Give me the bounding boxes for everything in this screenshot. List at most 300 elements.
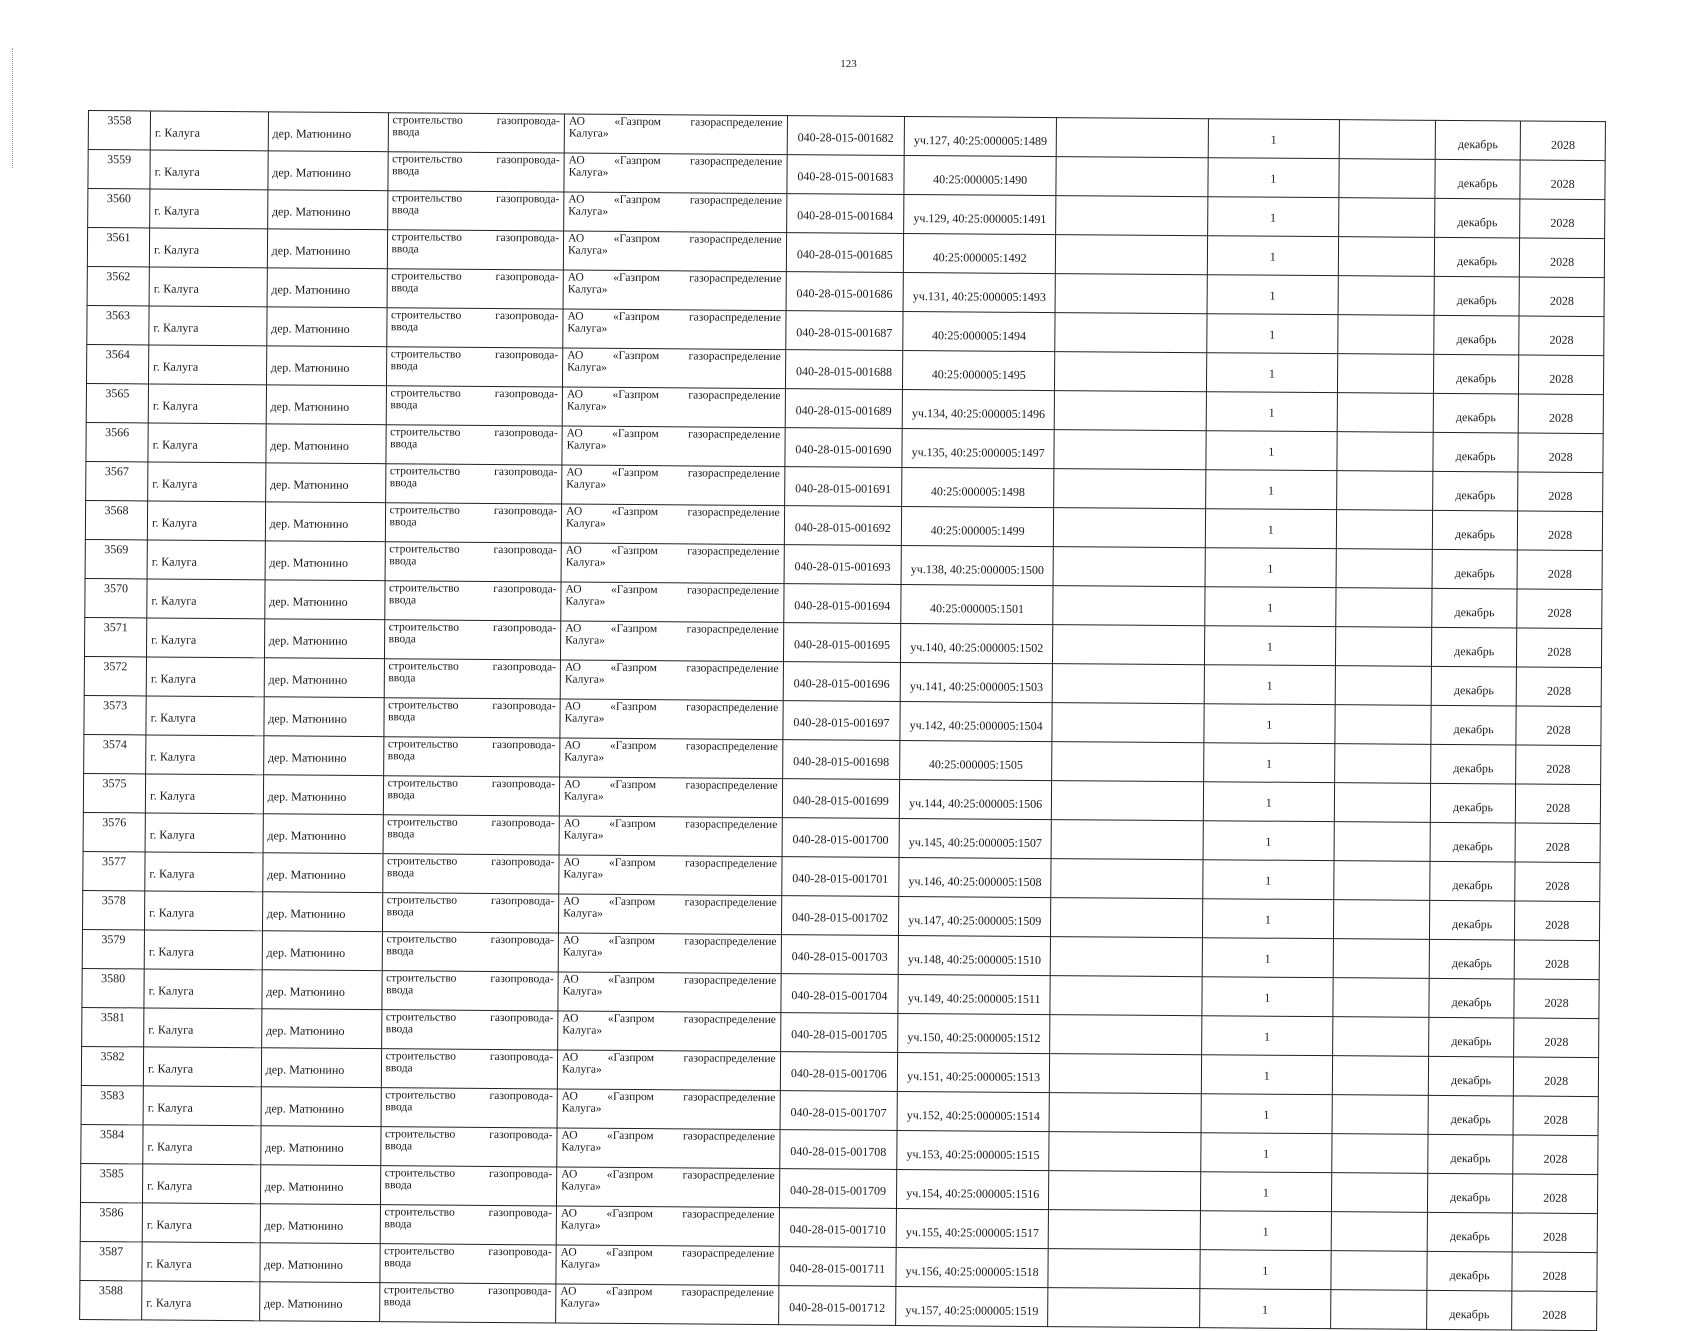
year-cell: 2028 [1513,1096,1598,1136]
organization-word: «Газпром [614,115,662,129]
work-type-cell [385,503,562,543]
application-code-cell: 040-28-015-001689 [785,389,903,429]
village-cell: дер. Матюнино [266,307,386,347]
work-type-word: строительство [387,777,458,790]
work-type-word: газопровода- [490,1011,554,1025]
year-cell: 2028 [1512,1252,1597,1292]
empty-cell [1048,1249,1200,1289]
row-number: 3586 [80,1202,142,1241]
organization-line-2: Калуга» [561,1063,602,1076]
empty-cell [1337,354,1434,394]
quantity-cell: 1 [1203,821,1334,861]
row-number: 3579 [82,929,144,968]
quantity-cell: 1 [1202,938,1333,978]
organization-word: «Газпром [609,778,657,792]
work-type-cell [381,1049,558,1089]
city-cell: г. Калуга [144,1008,262,1048]
work-type-word: строительство [386,894,458,907]
empty-cell [1332,1017,1429,1057]
year-cell: 2028 [1514,1018,1599,1058]
work-type-line-2: ввода [390,399,418,412]
organization-cell [563,270,786,311]
work-type-line-2: ввода [385,1023,414,1036]
month-cell: декабрь [1429,939,1515,979]
quantity-cell: 1 [1203,782,1334,822]
gas-pipeline-table [79,110,1606,1331]
quantity-cell: 1 [1201,1133,1332,1173]
organization-cell [563,348,786,389]
year-cell: 2028 [1520,160,1605,200]
organization-line-2: Калуга» [565,556,606,569]
year-cell: 2028 [1518,472,1603,512]
city-cell: г. Калуга [148,423,266,463]
organization-word: АО [567,271,584,284]
village-cell: дер. Матюнино [260,1126,380,1166]
organization-word: АО [564,739,581,752]
organization-word: газораспределение [686,623,779,637]
organization-word: АО [564,778,581,791]
organization-word: АО [561,1090,578,1103]
work-type-word: строительство [387,738,459,751]
application-code-cell: 040-28-015-001703 [781,935,899,975]
empty-cell [1049,1171,1201,1211]
work-type-cell [383,776,560,816]
year-cell: 2028 [1515,901,1600,941]
application-code-cell: 040-28-015-001711 [778,1247,896,1287]
work-type-line-2: ввода [384,1140,413,1153]
village-cell: дер. Матюнино [260,1204,380,1244]
cadastral-parcel-cell: уч.134, 40:25:000005:1496 [902,389,1054,429]
work-type-line-2: ввода [384,1179,412,1192]
organization-word: «Газпром [608,934,655,948]
quantity-cell: 1 [1206,470,1337,510]
city-cell: г. Калуга [147,540,265,580]
work-type-line-2: ввода [388,672,416,685]
application-code-cell: 040-28-015-001685 [786,233,904,273]
empty-cell [1056,196,1208,236]
work-type-line-2: ввода [388,594,417,607]
organization-cell [562,426,785,467]
city-cell: г. Калуга [142,1203,260,1243]
empty-cell [1338,198,1435,238]
row-number: 3567 [86,461,148,500]
work-type-line-2: ввода [389,555,417,568]
empty-cell [1054,469,1206,509]
empty-cell [1056,118,1208,158]
organization-word: «Газпром [610,700,657,714]
organization-word: «Газпром [612,349,660,363]
organization-cell [558,1011,781,1052]
row-number: 3559 [88,150,150,189]
empty-cell [1336,510,1433,550]
organization-word: газораспределение [689,272,782,286]
work-type-word: газопровода- [488,1206,553,1220]
quantity-cell: 1 [1205,548,1336,588]
organization-word: газораспределение [689,233,782,247]
year-cell: 2028 [1516,745,1601,785]
organization-cell [562,465,785,506]
month-cell: декабрь [1431,666,1517,706]
cadastral-parcel-cell: уч.135, 40:25:000005:1497 [902,428,1054,468]
quantity-cell: 1 [1200,1250,1331,1290]
empty-cell [1331,1173,1428,1213]
cadastral-parcel-cell: уч.155, 40:25:000005:1517 [896,1208,1048,1248]
month-cell: декабрь [1428,1056,1514,1096]
city-cell: г. Калуга [143,1047,261,1087]
year-cell: 2028 [1513,1213,1598,1253]
application-code-cell: 040-28-015-001698 [782,740,900,780]
row-number: 3583 [81,1085,143,1124]
organization-word: АО [568,154,585,167]
organization-word: газораспределение [681,1286,774,1300]
work-type-line-2: ввода [384,1218,412,1231]
organization-word: АО [565,544,582,557]
row-number: 3558 [88,111,150,150]
organization-line-2: Калуга» [560,1297,601,1310]
application-code-cell: 040-28-015-001709 [779,1169,897,1209]
city-cell: г. Калуга [144,930,262,970]
cadastral-parcel-cell: 40:25:000005:1494 [903,311,1055,351]
month-cell: декабрь [1432,588,1518,628]
month-cell: декабрь [1430,861,1516,901]
quantity-cell: 1 [1203,899,1334,939]
month-cell: декабрь [1432,510,1518,550]
work-type-word: строительство [388,582,460,595]
empty-cell [1332,1095,1429,1135]
month-cell: декабрь [1428,1095,1514,1135]
organization-word: «Газпром [610,661,657,675]
work-type-cell [385,425,562,465]
city-cell: г. Калуга [142,1242,260,1282]
row-number: 3581 [82,1007,144,1046]
organization-word: газораспределение [683,1091,776,1105]
empty-cell [1049,1093,1201,1133]
city-cell: г. Калуга [149,306,267,346]
work-type-cell [382,854,559,894]
year-cell: 2028 [1518,433,1603,473]
month-cell: декабрь [1430,822,1516,862]
organization-word: АО [564,661,582,674]
work-type-cell [386,386,563,426]
application-code-cell: 040-28-015-001695 [783,623,901,663]
organization-word: «Газпром [611,466,659,480]
quantity-cell: 1 [1200,1211,1331,1251]
organization-word: газораспределение [688,350,781,364]
organization-word: АО [560,1207,578,1220]
quantity-cell: 1 [1201,1055,1332,1095]
organization-word: газораспределение [688,389,781,403]
year-cell: 2028 [1516,784,1601,824]
month-cell: декабрь [1427,1251,1513,1291]
work-type-word: строительство [391,192,463,205]
work-type-word: строительство [389,504,460,517]
application-code-cell: 040-28-015-001691 [784,467,902,507]
city-cell: г. Калуга [146,657,264,697]
application-code-cell: 040-28-015-001694 [783,584,901,624]
work-type-word: строительство [386,855,458,868]
year-cell: 2028 [1516,706,1601,746]
organization-line-2: Калуга» [560,1219,601,1232]
work-type-line-2: ввода [392,165,420,178]
village-cell: дер. Матюнино [259,1282,379,1322]
empty-cell [1334,705,1431,745]
cadastral-parcel-cell: уч.146, 40:25:000005:1508 [899,857,1051,897]
cadastral-parcel-cell: 40:25:000005:1495 [903,350,1055,390]
empty-cell [1053,586,1205,626]
work-type-word: строительство [384,1245,455,1258]
cadastral-parcel-cell: 40:25:000005:1492 [904,233,1056,273]
organization-line-2: Калуга» [562,1024,603,1037]
work-type-cell [382,893,559,933]
work-type-cell [380,1205,557,1245]
work-type-word: газопровода- [489,1128,553,1142]
empty-cell [1335,666,1432,706]
month-cell: декабрь [1433,432,1519,472]
work-type-line-2: ввода [391,204,420,217]
village-cell: дер. Матюнино [267,229,387,269]
row-number: 3570 [85,578,147,617]
organization-cell [564,153,787,194]
quantity-cell: 1 [1200,1289,1331,1329]
empty-cell [1337,315,1434,355]
month-cell: декабрь [1427,1212,1513,1252]
organization-word: «Газпром [609,739,657,753]
organization-cell [559,777,782,818]
organization-word: газораспределение [683,1052,776,1066]
organization-word: АО [562,1012,579,1025]
month-cell: декабрь [1429,900,1515,940]
work-type-cell [381,1010,558,1050]
month-cell: декабрь [1434,276,1520,316]
month-cell: декабрь [1428,1134,1514,1174]
empty-cell [1338,159,1435,199]
organization-word: АО [566,505,583,518]
table-body [80,111,1606,1331]
empty-cell [1334,744,1431,784]
organization-word: АО [562,934,580,947]
row-number: 3562 [87,266,149,305]
village-cell: дер. Матюнино [263,775,383,815]
empty-cell [1333,861,1430,901]
village-cell: дер. Матюнино [267,268,387,308]
organization-word: АО [568,115,586,128]
year-cell: 2028 [1513,1174,1598,1214]
organization-word: АО [566,427,583,440]
work-type-line-2: ввода [383,1296,411,1309]
empty-cell [1048,1288,1200,1328]
organization-word: газораспределение [686,584,780,598]
work-type-cell [383,737,560,777]
work-type-line-2: ввода [390,438,418,451]
city-cell: г. Калуга [145,852,263,892]
empty-cell [1053,508,1205,548]
organization-line-2: Калуга» [560,1258,601,1271]
row-number: 3574 [84,734,146,773]
work-type-word: газопровода- [492,738,556,752]
organization-word: АО [563,817,580,830]
cadastral-parcel-cell: уч.127, 40:25:000005:1489 [904,116,1056,156]
work-type-word: строительство [388,621,460,634]
empty-cell [1330,1290,1427,1330]
cadastral-parcel-cell: уч.148, 40:25:000005:1510 [898,935,1050,975]
work-type-line-2: ввода [392,126,420,139]
city-cell: г. Калуга [149,228,267,268]
application-code-cell: 040-28-015-001682 [787,116,905,156]
organization-word: газораспределение [682,1169,775,1183]
work-type-word: строительство [389,543,460,556]
organization-cell [560,738,783,779]
year-cell: 2028 [1519,316,1604,356]
organization-line-2: Калуга» [565,517,606,530]
month-cell: декабрь [1428,1017,1514,1057]
organization-word: «Газпром [613,193,661,207]
work-type-cell [380,1127,557,1167]
city-cell: г. Калуга [150,111,268,151]
organization-word: «Газпром [606,1207,653,1221]
work-type-cell [383,698,560,738]
application-code-cell: 040-28-015-001710 [779,1208,897,1248]
work-type-word: газопровода- [496,192,560,206]
organization-cell [560,699,783,740]
month-cell: декабрь [1435,120,1521,160]
application-code-cell: 040-28-015-001697 [782,701,900,741]
work-type-line-2: ввода [390,360,418,373]
work-type-line-2: ввода [384,1257,412,1270]
work-type-cell [386,347,563,387]
year-cell: 2028 [1521,121,1606,161]
work-type-word: газопровода- [493,543,557,557]
organization-word: АО [565,583,582,596]
empty-cell [1332,1056,1429,1096]
application-code-cell: 040-28-015-001706 [780,1052,898,1092]
work-type-word: газопровода- [489,1050,554,1064]
village-cell: дер. Матюнино [266,385,386,425]
organization-word: «Газпром [606,1246,653,1260]
year-cell: 2028 [1513,1135,1598,1175]
organization-cell [557,1128,780,1169]
work-type-word: строительство [391,270,462,283]
work-type-cell [381,1088,558,1128]
month-cell: декабрь [1432,549,1518,589]
work-type-line-2: ввода [389,477,418,490]
work-type-line-2: ввода [387,789,415,802]
organization-line-2: Калуга» [563,907,604,920]
application-code-cell: 040-28-015-001702 [781,896,899,936]
month-cell: декабрь [1427,1173,1513,1213]
village-cell: дер. Матюнино [262,931,382,971]
village-cell: дер. Матюнино [265,541,385,581]
empty-cell [1050,976,1202,1016]
work-type-line-2: ввода [387,828,415,841]
application-code-cell: 040-28-015-001700 [782,818,900,858]
work-type-line-2: ввода [385,1101,413,1114]
city-cell: г. Калуга [147,618,265,658]
year-cell: 2028 [1517,667,1602,707]
cadastral-parcel-cell: 40:25:000005:1490 [904,155,1056,195]
organization-word: «Газпром [610,622,658,636]
application-code-cell: 040-28-015-001686 [786,272,904,312]
quantity-cell: 1 [1208,119,1339,159]
organization-cell [558,933,781,974]
work-type-line-2: ввода [387,750,416,763]
row-number: 3572 [84,656,146,695]
organization-line-2: Калуга» [565,634,606,647]
organization-word: «Газпром [611,544,658,558]
empty-cell [1053,625,1205,665]
quantity-cell: 1 [1201,1172,1332,1212]
organization-word: «Газпром [607,1012,655,1026]
work-type-cell [385,464,562,504]
work-type-line-2: ввода [391,282,419,295]
work-type-word: газопровода- [488,1245,552,1259]
organization-cell [564,192,787,233]
organization-word: АО [566,388,584,401]
empty-cell [1055,235,1207,275]
quantity-cell: 1 [1204,665,1335,705]
organization-word: газораспределение [688,311,782,325]
organization-word: «Газпром [611,505,659,519]
organization-cell [556,1284,779,1325]
city-cell: г. Калуга [146,696,264,736]
organization-word: газораспределение [682,1208,775,1222]
work-type-word: газопровода- [489,1089,553,1103]
row-number: 3565 [86,383,148,422]
quantity-cell: 1 [1207,353,1338,393]
organization-word: «Газпром [607,1090,654,1104]
month-cell: декабрь [1430,744,1516,784]
work-type-word: строительство [390,348,462,361]
organization-word: «Газпром [614,154,661,168]
row-number: 3573 [84,695,146,734]
organization-line-2: Калуга» [561,1141,602,1154]
organization-word: АО [562,973,579,986]
village-cell: дер. Матюнино [262,892,382,932]
organization-line-2: Калуга» [565,595,606,608]
work-type-word: газопровода- [488,1167,553,1181]
organization-word: АО [560,1246,577,1259]
empty-cell [1053,547,1205,587]
work-type-word: газопровода- [490,972,554,986]
work-type-line-2: ввода [386,906,414,919]
work-type-word: строительство [386,933,457,946]
organization-word: АО [561,1168,578,1181]
empty-cell [1336,432,1433,472]
row-number: 3563 [87,305,149,344]
cadastral-parcel-cell: уч.154, 40:25:000005:1516 [897,1169,1049,1209]
work-type-cell [387,230,564,270]
row-number: 3569 [85,539,147,578]
organization-word: АО [567,310,584,323]
organization-line-2: Калуга» [566,400,607,413]
organization-line-2: Калуга» [568,127,609,140]
city-cell: г. Калуга [143,1086,261,1126]
village-cell: дер. Матюнино [261,1048,381,1088]
year-cell: 2028 [1517,550,1602,590]
organization-line-2: Калуга» [567,322,608,335]
empty-cell [1333,900,1430,940]
organization-word: АО [563,856,580,869]
organization-word: газораспределение [683,1013,776,1027]
work-type-word: газопровода- [492,660,557,674]
row-number: 3568 [85,500,147,539]
month-cell: декабрь [1432,471,1518,511]
row-number: 3576 [83,812,145,851]
village-cell: дер. Матюнино [267,190,387,230]
work-type-word: строительство [389,465,461,478]
application-code-cell: 040-28-015-001684 [786,194,904,234]
cadastral-parcel-cell: уч.151, 40:25:000005:1513 [898,1052,1050,1092]
work-type-word: газопровода- [491,777,556,791]
